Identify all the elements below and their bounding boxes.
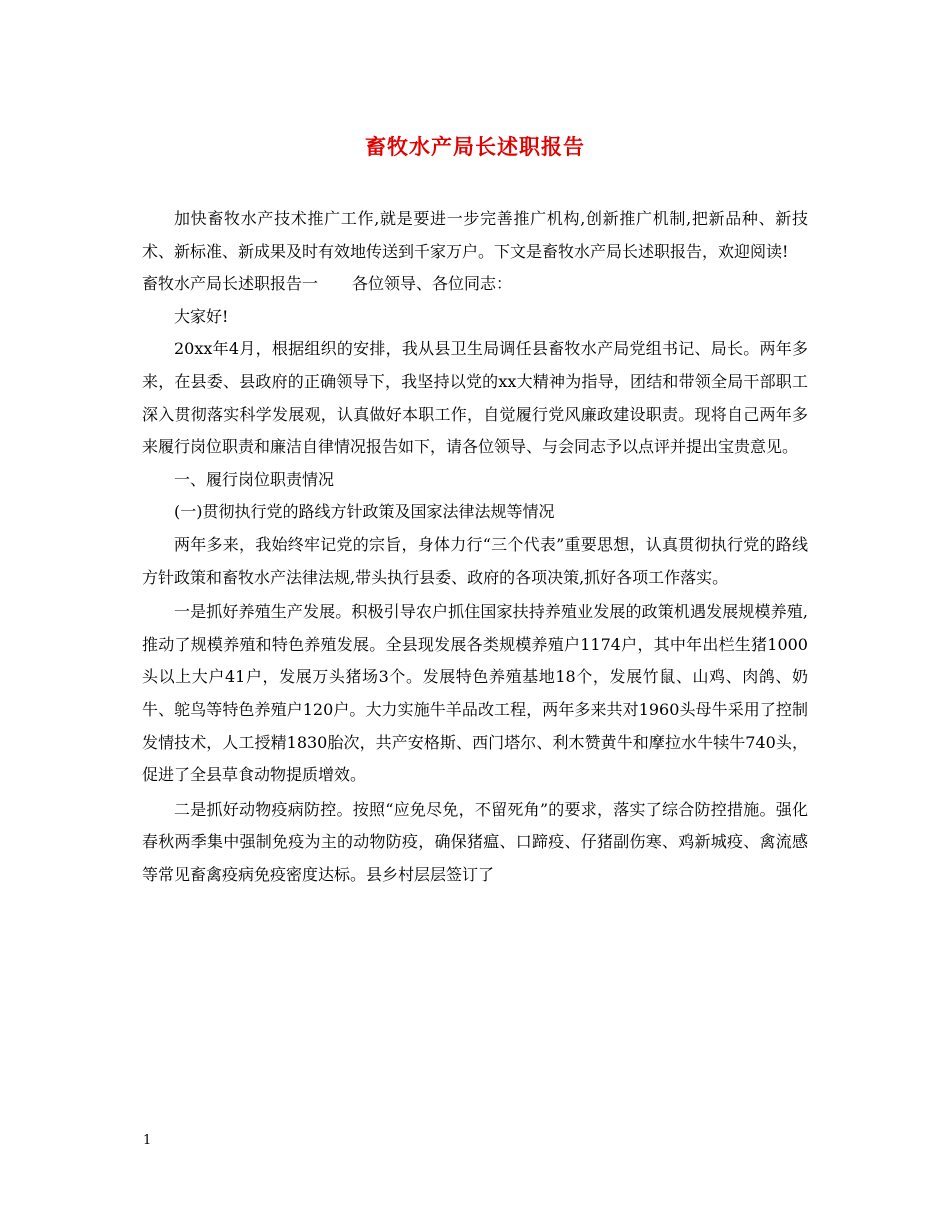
section-heading: 一、履行岗位职责情况 — [174, 469, 335, 489]
page-number: 1 — [143, 1133, 152, 1148]
document-title: 畜牧水产局长述职报告 — [365, 134, 585, 159]
body-paragraph: 二是抓好动物疫病防控。按照“应免尽免，不留死角”的要求，落实了综合防控措施。强化春秋两季集中强制免疫为主的动物防疫，确保猪瘟、口蹄疫、仔猪副伤寒、鸡新城疫、禽流感等常见畜禽疫病免疫密度达标。县乡村层层签订了 — [142, 799, 808, 884]
greeting: 大家好! — [174, 306, 229, 326]
body-paragraph: 20xx年4月，根据组织的安排，我从县卫生局调任县畜牧水产局党组书记、局长。两年多来，在县委、县政府的正确领导下，我坚持以党的xx大精神为指导，团结和带领全局干部职工深入贯彻落实科学发展观，认真做好本职工作，自觉履行党风廉政建设职责。现将自己两年多来履行岗位职责和廉洁自律情况报告如下，请各位领导、与会同志予以点评并提出宝贵意见。 — [142, 339, 808, 457]
report-subtitle: 畜牧水产局长述职报告一 — [142, 274, 319, 294]
intro-paragraph: 加快畜牧水产技术推广工作,就是要进一步完善推广机构,创新推广机制,把新品种、新技术、新标准、新成果及时有效地传送到千家万户。下文是畜牧水产局长述职报告，欢迎阅读! — [142, 209, 808, 261]
body-paragraph: 一是抓好养殖生产发展。积极引导农户抓住国家扶持养殖业发展的政策机遇发展规模养殖,推动了规模养殖和特色养殖发展。全县现发展各类规模养殖户1174户，其中年出栏生猪1000头以上大户41户，发展万头猪场3个。发展特色养殖基地18个，发展竹鼠、山鸡、肉鸽、奶牛、鸵鸟等特色养殖户120户。大力实施牛羊品改工程，两年多来共对1960头母牛采用了控制发情技术，人工授精1830胎次，共产安格斯、西门塔尔、利木赞黄牛和摩拉水牛犊牛740头，促进了全县草食动物提质增效。 — [142, 602, 808, 785]
report-heading-line — [142, 268, 808, 301]
salutation: 各位领导、各位同志： — [352, 274, 513, 294]
subsection-heading: (一)贯彻执行党的路线方针政策及国家法律法规等情况 — [174, 502, 555, 522]
document-body — [142, 203, 808, 891]
body-paragraph: 两年多来，我始终牢记党的宗旨，身体力行“三个代表”重要思想，认真贯彻执行党的路线方针政策和畜牧水产法律法规,带头执行县委、政府的各项决策,抓好各项工作落实。 — [142, 534, 808, 587]
